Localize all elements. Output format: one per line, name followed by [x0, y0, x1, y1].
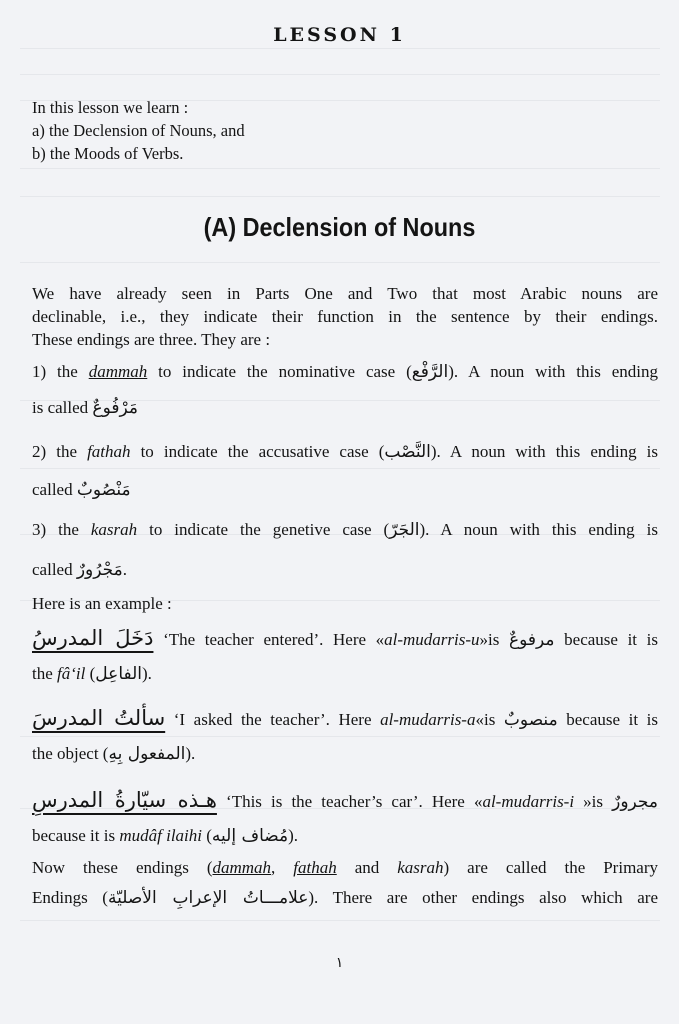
example-2: سألتُ المدرسَ ‘I asked the teacher’. Here al-mudarris-a«is منصوبٌ because it is [32, 706, 658, 730]
list-item-nominative-cont: is called مَرْفُوعٌ [32, 398, 138, 418]
lesson-title: LESSON 1 [273, 24, 406, 46]
intro-line-1: In this lesson we learn : [32, 98, 189, 117]
example-3-cont: because it is mudâf ilaihi (مُضاف إليه). [32, 826, 299, 846]
example-1-cont: the fâ‘il (الفاعِل). [32, 664, 152, 684]
page-number: ١ [335, 955, 344, 971]
example-3: هـذه سيّارةُ المدرسِ ‘This is the teacher’s car’. Here «al-mudarris-i »is مجرورٌ [32, 788, 658, 812]
paragraph-line: declinable, i.e., they indicate their function in the sentence by their endings. [32, 307, 658, 326]
list-item-accusative: 2) the fathah to indicate the accusative case (النَّصْب). A noun with this ending is [32, 442, 658, 462]
example-1: دَخَلَ المدرسُ ‘The teacher entered’. Here «al-mudarris-u»is مرفوعٌ because it is [32, 626, 658, 650]
list-item-accusative-cont: called مَنْصُوبٌ [32, 480, 131, 500]
example-2-cont: the object (المفعول بِهِ). [32, 744, 196, 764]
intro-line-3: b) the Moods of Verbs. [32, 144, 184, 163]
paragraph-line: Endings (علامـــاتُ الإعرابِ الأصليّة). There are other endings also which are [32, 888, 658, 908]
paragraph-line: Now these endings (dammah, fathah and kasrah) are called the Primary [32, 858, 658, 877]
list-item-genitive-cont: called مَجْرُورٌ. [32, 560, 127, 580]
intro-line-2: a) the Declension of Nouns, and [32, 121, 245, 140]
paragraph-line: We have already seen in Parts One and Two that most Arabic nouns are [32, 284, 658, 303]
example-intro: Here is an example : [32, 594, 172, 613]
list-item-genitive: 3) the kasrah to indicate the genetive case (الجَرّ). A noun with this ending is [32, 520, 658, 540]
section-heading: (A) Declension of Nouns [203, 212, 476, 242]
list-item-nominative: 1) the dammah to indicate the nominative case (الرَّفْع). A noun with this ending [32, 362, 658, 382]
paragraph-line: These endings are three. They are : [32, 330, 271, 349]
